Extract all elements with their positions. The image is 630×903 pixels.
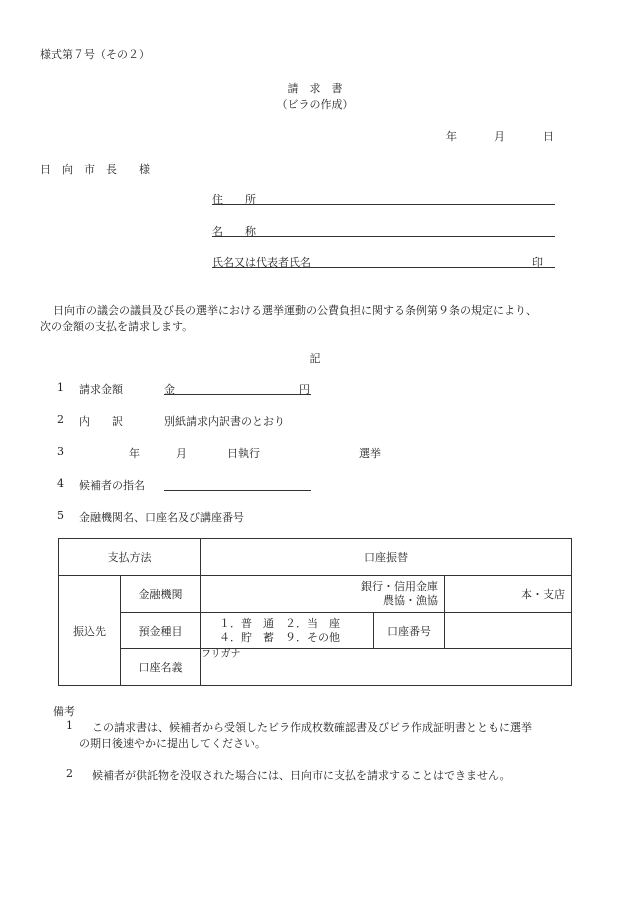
- branch-label: 本・支店: [521, 588, 565, 601]
- body-text-line2: 次の金額の支払を請求します。: [40, 320, 194, 333]
- address-field[interactable]: [212, 204, 555, 205]
- item2-value: 別紙請求内訳書のとおり: [164, 415, 285, 428]
- branch-cell[interactable]: [445, 576, 572, 613]
- bank-types-line2: 農協・漁協: [383, 594, 438, 607]
- account-number-field[interactable]: [445, 613, 572, 649]
- bank-label: 金融機関: [121, 576, 201, 613]
- item2-number: 2: [57, 413, 64, 426]
- account-number-label: 口座番号: [374, 613, 445, 649]
- name-field[interactable]: [212, 236, 555, 237]
- addressee: 日 向 市 長 様: [40, 163, 150, 176]
- account-name-field[interactable]: [201, 649, 572, 686]
- deposit-options-line2: ４．貯 蓄 ９．その他: [219, 630, 340, 644]
- document-title: 請 求 書: [287, 82, 343, 95]
- payment-table: [58, 538, 572, 686]
- item3-month: 月: [176, 447, 187, 460]
- note1-line2: の期日後速やかに提出してください。: [79, 737, 266, 750]
- date-month: 月: [494, 130, 505, 143]
- item3-day: 日執行: [227, 447, 260, 460]
- item4-number: 4: [57, 477, 64, 490]
- furigana-label: フリガナ: [201, 649, 241, 660]
- payment-method-label: 支払方法: [59, 539, 201, 576]
- bank-types-line1: 銀行・信用金庫: [361, 580, 438, 593]
- item3-year: 年: [129, 447, 140, 460]
- date-year: 年: [446, 130, 457, 143]
- item3-number: 3: [57, 445, 64, 458]
- ki-mark: 記: [309, 352, 321, 365]
- document-subtitle: （ビラの作成）: [276, 98, 354, 111]
- item1-kin: 金: [164, 383, 175, 396]
- note1-number: 1: [66, 719, 73, 732]
- date-day: 日: [543, 130, 554, 143]
- note2-text: 候補者が供託物を没収された場合には、日向市に支払を請求することはできません。: [92, 769, 511, 782]
- notes-heading: 備考: [53, 705, 75, 718]
- transfer-label: 振込先: [59, 576, 121, 686]
- deposit-type-cell[interactable]: [201, 613, 374, 649]
- representative-label: 氏名又は代表者氏名: [212, 256, 311, 269]
- representative-field[interactable]: [212, 267, 555, 268]
- item1-yen: 円: [299, 383, 310, 396]
- address-label: 住 所: [212, 193, 256, 206]
- item4-label: 候補者の指名: [79, 479, 145, 492]
- deposit-options-line1: １．普 通 ２．当 座: [219, 616, 340, 630]
- bank-name-cell[interactable]: [201, 576, 445, 613]
- item2-label: 内 訳: [79, 415, 123, 428]
- deposit-label: 預金種目: [121, 613, 201, 649]
- note2-number: 2: [66, 767, 73, 780]
- payment-method-value: 口座振替: [201, 539, 572, 576]
- item1-label: 請求金額: [79, 383, 123, 396]
- item1-number: 1: [57, 381, 64, 394]
- amount-field[interactable]: [164, 394, 311, 395]
- seal-mark: 印: [532, 256, 543, 269]
- name-label: 名 称: [212, 225, 256, 238]
- form-number: 様式第７号（その２）: [40, 48, 150, 61]
- note1-line1: この請求書は、候補者から受領したビラ作成枚数確認書及びビラ作成証明書とともに選挙: [92, 721, 532, 734]
- item3-election: 選挙: [359, 447, 381, 460]
- body-text-line1: 日向市の議会の議員及び長の選挙における選挙運動の公費負担に関する条例第９条の規定により、: [53, 304, 537, 317]
- item5-label: 金融機関名、口座名及び講座番号: [79, 511, 244, 524]
- account-name-label: 口座名義: [121, 649, 201, 686]
- item5-number: 5: [57, 509, 64, 522]
- candidate-name-field[interactable]: [164, 490, 311, 491]
